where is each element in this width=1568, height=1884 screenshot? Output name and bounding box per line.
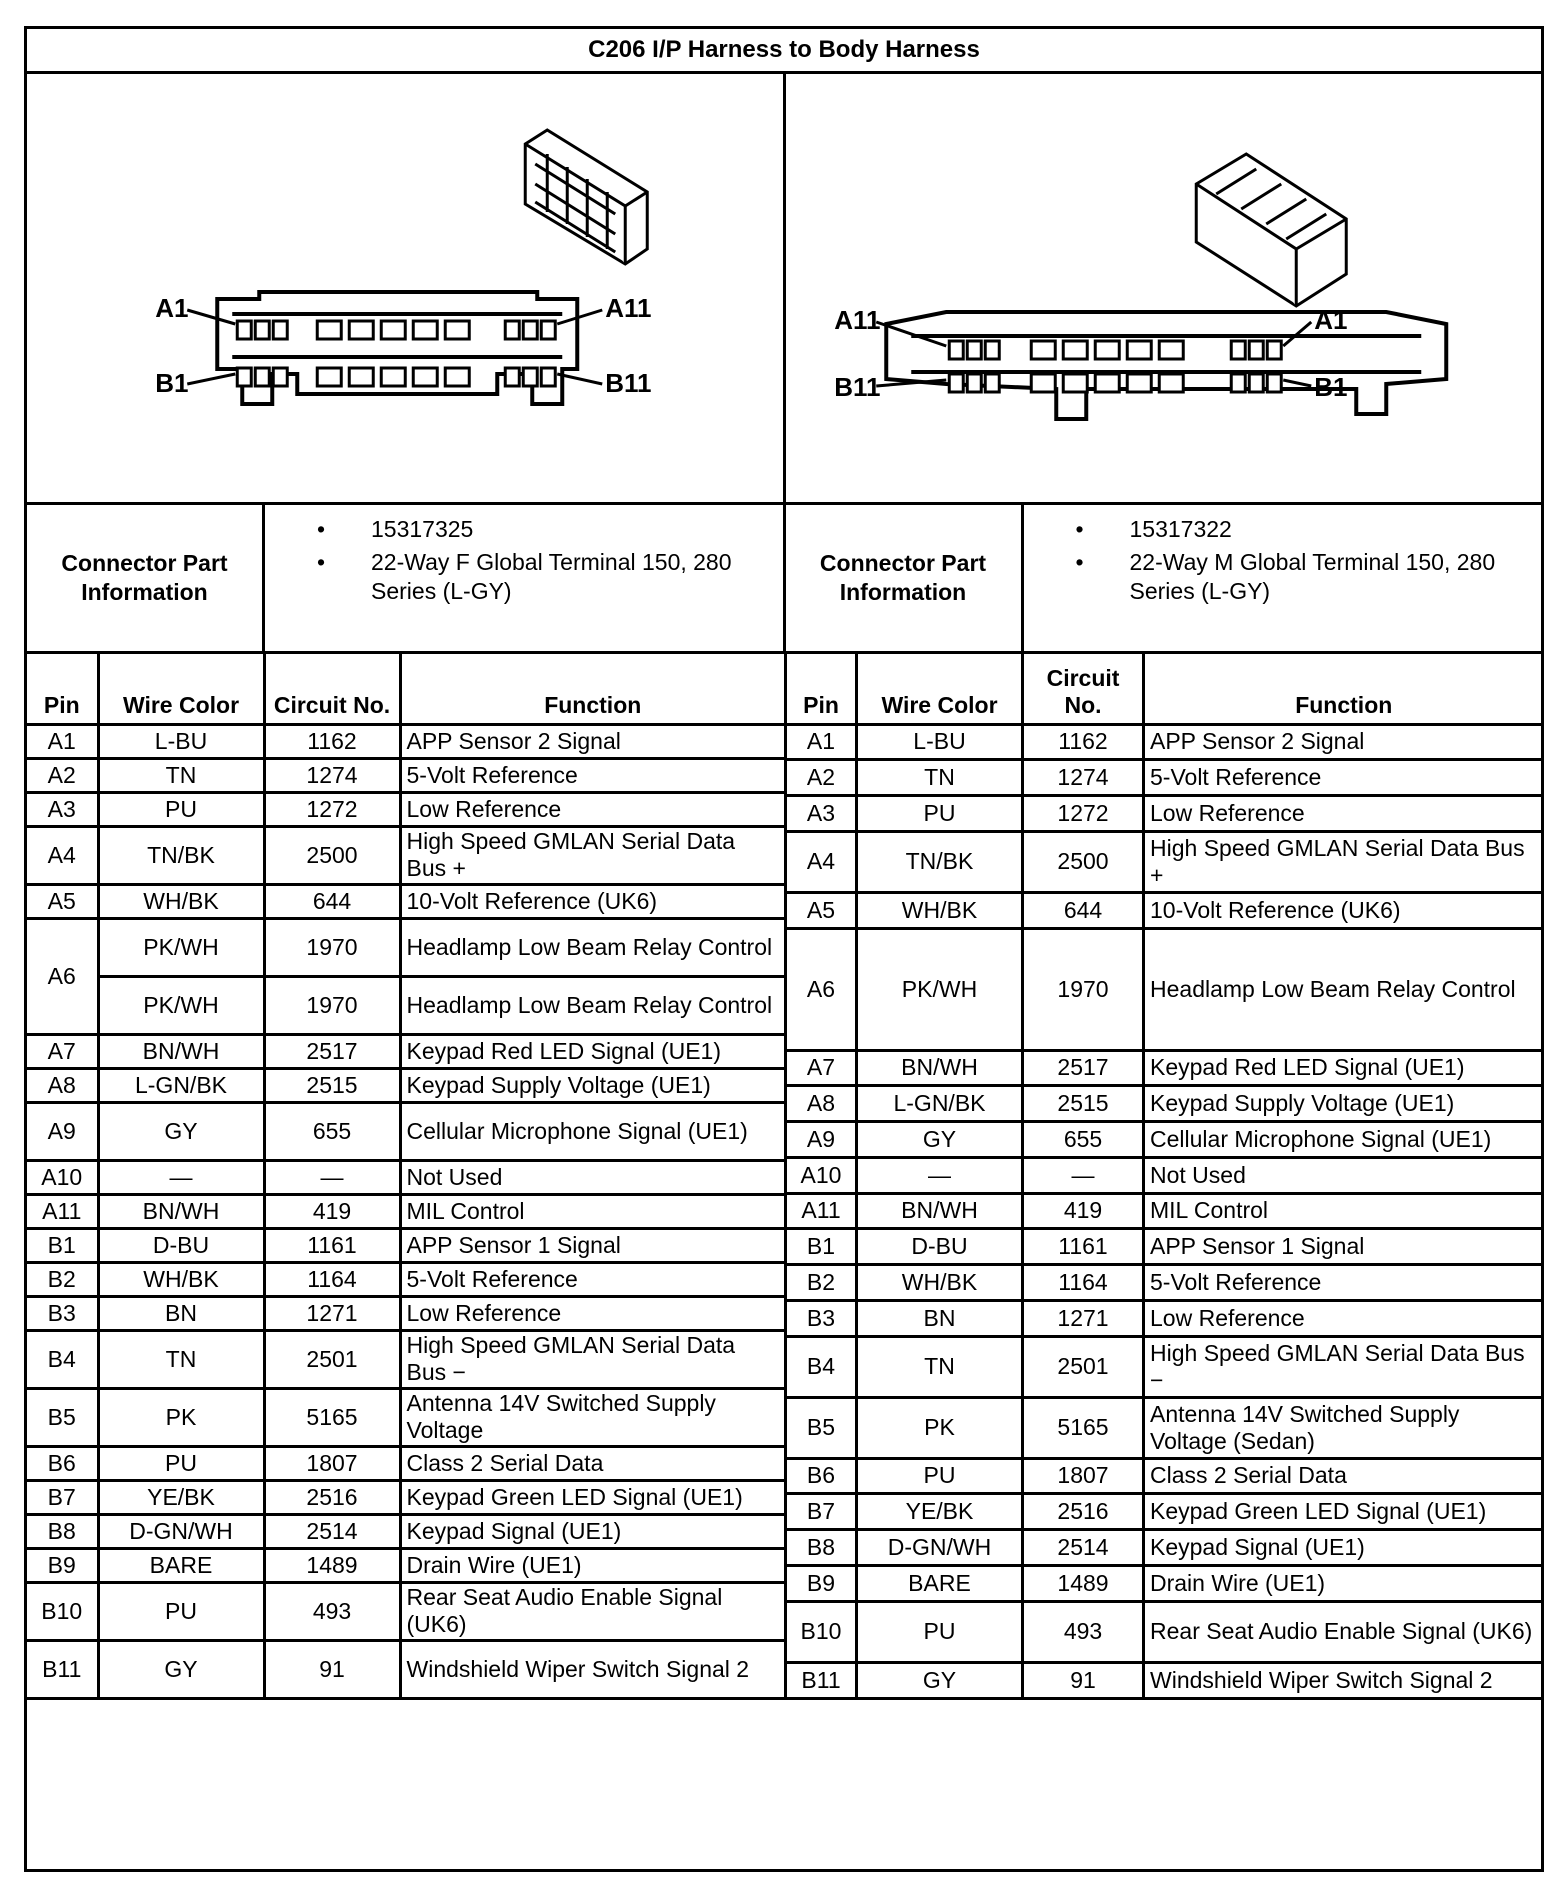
table-row: [27, 1480, 784, 1514]
male-connector-panel: [783, 74, 1542, 502]
pin-cell: B5: [786, 1397, 857, 1458]
table-row: [786, 1300, 1543, 1336]
circuit-cell: 1489: [264, 1548, 400, 1582]
circuit-cell: 1807: [264, 1446, 400, 1480]
circuit-cell: 1271: [1023, 1300, 1144, 1336]
circuit-cell: 1970: [264, 976, 400, 1034]
pin-cell: A6: [27, 918, 98, 1034]
function-cell: Keypad Red LED Signal (UE1): [400, 1034, 784, 1068]
pin-cell: B11: [786, 1662, 857, 1698]
pin-cell: B3: [786, 1300, 857, 1336]
circuit-cell: 2500: [264, 826, 400, 884]
function-cell: Cellular Microphone Signal (UE1): [400, 1102, 784, 1160]
header-wire-color: Wire Color: [857, 654, 1023, 724]
female-connector-iso-icon: [525, 130, 647, 264]
wire-color-cell: BARE: [857, 1565, 1023, 1601]
pin-cell: A10: [786, 1157, 857, 1193]
table-row: [27, 1548, 784, 1582]
table-row: [786, 796, 1543, 832]
wire-color-cell: —: [98, 1160, 264, 1194]
circuit-cell: 1271: [264, 1296, 400, 1330]
function-cell: Keypad Green LED Signal (UE1): [1144, 1494, 1543, 1530]
pin-cell: A8: [27, 1068, 98, 1102]
function-cell: APP Sensor 2 Signal: [400, 724, 784, 758]
table-row: [786, 1397, 1543, 1458]
function-cell: Keypad Supply Voltage (UE1): [1144, 1086, 1543, 1122]
wire-color-cell: BN: [857, 1300, 1023, 1336]
wire-color-cell: L-BU: [857, 724, 1023, 760]
pin-cell: A1: [27, 724, 98, 758]
circuit-cell: 1807: [1023, 1458, 1144, 1494]
circuit-cell: 2517: [264, 1034, 400, 1068]
pin-cell: A11: [27, 1194, 98, 1228]
circuit-cell: 5165: [264, 1388, 400, 1446]
table-row: [27, 1330, 784, 1388]
table-row: [786, 1494, 1543, 1530]
pin-cell: B7: [786, 1494, 857, 1530]
table-row: [786, 1458, 1543, 1494]
table-row: [786, 1336, 1543, 1397]
function-cell: Not Used: [400, 1160, 784, 1194]
wire-color-cell: WH/BK: [98, 1262, 264, 1296]
wire-color-cell: PK: [98, 1388, 264, 1446]
table-row: [27, 1640, 784, 1698]
header-circuit: Circuit No.: [264, 654, 400, 724]
wire-color-cell: WH/BK: [857, 892, 1023, 928]
table-row: [786, 1265, 1543, 1301]
connector-diagrams: [27, 74, 1541, 505]
wire-color-cell: TN: [857, 1336, 1023, 1397]
function-cell: Keypad Supply Voltage (UE1): [400, 1068, 784, 1102]
circuit-cell: 1161: [1023, 1229, 1144, 1265]
function-cell: Antenna 14V Switched Supply Voltage: [400, 1388, 784, 1446]
circuit-cell: 1489: [1023, 1565, 1144, 1601]
table-row: [27, 758, 784, 792]
table-row: [27, 1388, 784, 1446]
header-pin: Pin: [27, 654, 98, 724]
circuit-cell: 1970: [1023, 928, 1144, 1050]
circuit-cell: 1161: [264, 1228, 400, 1262]
table-row: [27, 1102, 784, 1160]
male-part-number: • 15317322: [1076, 515, 1534, 544]
circuit-cell: 493: [1023, 1601, 1144, 1662]
function-cell: Keypad Signal (UE1): [1144, 1530, 1543, 1566]
pin-cell: A5: [27, 884, 98, 918]
function-cell: Headlamp Low Beam Relay Control: [1144, 928, 1543, 1050]
circuit-cell: 91: [264, 1640, 400, 1698]
wire-color-cell: L-GN/BK: [857, 1086, 1023, 1122]
pin-cell: B11: [27, 1640, 98, 1698]
wire-color-cell: TN: [857, 760, 1023, 796]
pin-cell: B2: [786, 1265, 857, 1301]
table-row: [786, 1157, 1543, 1193]
wire-color-cell: D-BU: [857, 1229, 1023, 1265]
circuit-cell: —: [264, 1160, 400, 1194]
female-label-b11: B11: [605, 368, 652, 398]
function-cell: APP Sensor 1 Signal: [400, 1228, 784, 1262]
wire-color-cell: BN: [98, 1296, 264, 1330]
function-cell: Headlamp Low Beam Relay Control: [400, 976, 784, 1034]
circuit-cell: 1164: [1023, 1265, 1144, 1301]
function-cell: Keypad Red LED Signal (UE1): [1144, 1050, 1543, 1086]
male-connector-iso-icon: [1196, 154, 1346, 306]
wire-color-cell: BN/WH: [98, 1194, 264, 1228]
pin-cell: B6: [27, 1446, 98, 1480]
female-part-number: • 15317325: [317, 515, 775, 544]
wire-color-cell: WH/BK: [857, 1265, 1023, 1301]
circuit-cell: 1164: [264, 1262, 400, 1296]
wire-color-cell: D-BU: [98, 1228, 264, 1262]
circuit-cell: 5165: [1023, 1397, 1144, 1458]
female-part-info: [27, 505, 783, 651]
circuit-cell: 1272: [264, 792, 400, 826]
pin-cell: B9: [786, 1565, 857, 1601]
header-function: Function: [1144, 654, 1543, 724]
table-row: [27, 1160, 784, 1194]
male-part-description: • 22-Way M Global Terminal 150, 280 Series (L-GY): [1076, 548, 1534, 606]
wire-color-cell: PU: [98, 1446, 264, 1480]
female-label-a1: A1: [155, 293, 189, 323]
table-row: [786, 928, 1543, 1050]
pin-cell: B8: [786, 1530, 857, 1566]
circuit-cell: 419: [264, 1194, 400, 1228]
function-cell: Low Reference: [1144, 796, 1543, 832]
female-part-description: • 22-Way F Global Terminal 150, 280 Series (L-GY): [317, 548, 775, 606]
wire-color-cell: BARE: [98, 1548, 264, 1582]
circuit-cell: 2516: [1023, 1494, 1144, 1530]
function-cell: High Speed GMLAN Serial Data Bus −: [400, 1330, 784, 1388]
female-part-list: [317, 515, 775, 606]
male-label-b1: B1: [1313, 372, 1347, 402]
pin-cell: A1: [786, 724, 857, 760]
table-row: [27, 1194, 784, 1228]
circuit-cell: 644: [1023, 892, 1144, 928]
wire-color-cell: PK: [857, 1397, 1023, 1458]
table-row: [27, 1296, 784, 1330]
table-row: [27, 1446, 784, 1480]
table-row: [786, 760, 1543, 796]
wire-color-cell: L-BU: [98, 724, 264, 758]
function-cell: 10-Volt Reference (UK6): [400, 884, 784, 918]
pin-cell: A8: [786, 1086, 857, 1122]
pin-cell: B4: [786, 1336, 857, 1397]
function-cell: Not Used: [1144, 1157, 1543, 1193]
wire-color-cell: PK/WH: [98, 918, 264, 976]
table-row: [786, 724, 1543, 760]
function-cell: High Speed GMLAN Serial Data Bus +: [400, 826, 784, 884]
pin-cell: A10: [27, 1160, 98, 1194]
wire-color-cell: PK/WH: [98, 976, 264, 1034]
wire-color-cell: PK/WH: [857, 928, 1023, 1050]
female-connector-panel: [27, 74, 783, 502]
table-row: [27, 884, 784, 918]
pin-cell: A7: [27, 1034, 98, 1068]
circuit-cell: 1162: [1023, 724, 1144, 760]
circuit-cell: 2514: [1023, 1530, 1144, 1566]
pin-cell: B9: [27, 1548, 98, 1582]
function-cell: Low Reference: [400, 1296, 784, 1330]
wire-color-cell: GY: [98, 1102, 264, 1160]
circuit-cell: 91: [1023, 1662, 1144, 1698]
table-row: [786, 1662, 1543, 1698]
pin-cell: A11: [786, 1193, 857, 1229]
connector-sheet: [24, 26, 1544, 1872]
circuit-cell: 1272: [1023, 796, 1144, 832]
function-cell: Keypad Green LED Signal (UE1): [400, 1480, 784, 1514]
table-row: [786, 1193, 1543, 1229]
male-connector-drawing: [786, 74, 1542, 502]
table-row: [27, 724, 784, 758]
function-cell: Class 2 Serial Data: [400, 1446, 784, 1480]
wire-color-cell: WH/BK: [98, 884, 264, 918]
function-cell: MIL Control: [1144, 1193, 1543, 1229]
wire-color-cell: PU: [857, 1458, 1023, 1494]
pin-cell: A5: [786, 892, 857, 928]
function-cell: MIL Control: [400, 1194, 784, 1228]
table-row: [27, 1034, 784, 1068]
function-cell: Low Reference: [400, 792, 784, 826]
male-pinout-table: [784, 654, 1543, 1700]
female-label-a11: A11: [605, 293, 652, 323]
pin-cell: B5: [27, 1388, 98, 1446]
function-cell: 5-Volt Reference: [400, 1262, 784, 1296]
function-cell: Headlamp Low Beam Relay Control: [400, 918, 784, 976]
circuit-cell: 1970: [264, 918, 400, 976]
table-row: [786, 1229, 1543, 1265]
wire-color-cell: TN: [98, 758, 264, 792]
circuit-cell: 2515: [1023, 1086, 1144, 1122]
table-row: [786, 1050, 1543, 1086]
function-cell: Cellular Microphone Signal (UE1): [1144, 1122, 1543, 1158]
function-cell: Drain Wire (UE1): [1144, 1565, 1543, 1601]
table-row: [786, 1122, 1543, 1158]
pin-cell: A4: [786, 831, 857, 892]
pin-cell: B6: [786, 1458, 857, 1494]
table-row: [786, 1601, 1543, 1662]
female-connector-drawing: [27, 74, 783, 502]
wire-color-cell: D-GN/WH: [98, 1514, 264, 1548]
header-circuit: Circuit No.: [1023, 654, 1144, 724]
female-pinout-table: [27, 654, 784, 1700]
circuit-cell: 419: [1023, 1193, 1144, 1229]
pin-cell: B10: [27, 1582, 98, 1640]
function-cell: Rear Seat Audio Enable Signal (UK6): [1144, 1601, 1543, 1662]
wire-color-cell: GY: [857, 1122, 1023, 1158]
function-cell: High Speed GMLAN Serial Data Bus −: [1144, 1336, 1543, 1397]
function-cell: Windshield Wiper Switch Signal 2: [400, 1640, 784, 1698]
pin-cell: A9: [27, 1102, 98, 1160]
circuit-cell: 644: [264, 884, 400, 918]
pin-cell: A6: [786, 928, 857, 1050]
function-cell: APP Sensor 1 Signal: [1144, 1229, 1543, 1265]
pin-cell: B1: [27, 1228, 98, 1262]
connector-part-info: [27, 505, 1541, 654]
function-cell: 5-Volt Reference: [1144, 760, 1543, 796]
pinout-tables: [27, 654, 1541, 1700]
wire-color-cell: YE/BK: [857, 1494, 1023, 1530]
wire-color-cell: TN/BK: [98, 826, 264, 884]
wire-color-cell: D-GN/WH: [857, 1530, 1023, 1566]
table-row: [27, 1228, 784, 1262]
table-row: [27, 1582, 784, 1640]
male-part-list: [1076, 515, 1534, 606]
function-cell: Windshield Wiper Switch Signal 2: [1144, 1662, 1543, 1698]
pin-cell: A3: [27, 792, 98, 826]
header-wire-color: Wire Color: [98, 654, 264, 724]
function-cell: High Speed GMLAN Serial Data Bus +: [1144, 831, 1543, 892]
circuit-cell: 655: [264, 1102, 400, 1160]
wire-color-cell: TN/BK: [857, 831, 1023, 892]
pin-cell: A2: [786, 760, 857, 796]
circuit-cell: —: [1023, 1157, 1144, 1193]
wire-color-cell: L-GN/BK: [98, 1068, 264, 1102]
wire-color-cell: YE/BK: [98, 1480, 264, 1514]
pin-cell: B10: [786, 1601, 857, 1662]
function-cell: Rear Seat Audio Enable Signal (UK6): [400, 1582, 784, 1640]
male-label-a1: A1: [1313, 305, 1347, 335]
circuit-cell: 1274: [264, 758, 400, 792]
function-cell: Antenna 14V Switched Supply Voltage (Sedan): [1144, 1397, 1543, 1458]
male-label-a11: A11: [833, 305, 881, 335]
table-row: [27, 1514, 784, 1548]
circuit-cell: 2516: [264, 1480, 400, 1514]
circuit-cell: 655: [1023, 1122, 1144, 1158]
circuit-cell: 493: [264, 1582, 400, 1640]
table-row: [786, 892, 1543, 928]
circuit-cell: 1274: [1023, 760, 1144, 796]
table-row: [786, 1086, 1543, 1122]
pin-cell: B7: [27, 1480, 98, 1514]
function-cell: Class 2 Serial Data: [1144, 1458, 1543, 1494]
table-row: [27, 826, 784, 884]
pin-cell: B2: [27, 1262, 98, 1296]
female-info-label: Connector Part Information: [27, 505, 265, 651]
pin-cell: A3: [786, 796, 857, 832]
circuit-cell: 2517: [1023, 1050, 1144, 1086]
table-row: [786, 1565, 1543, 1601]
wire-color-cell: PU: [857, 796, 1023, 832]
pin-cell: A7: [786, 1050, 857, 1086]
wire-color-cell: BN/WH: [857, 1050, 1023, 1086]
pin-cell: A2: [27, 758, 98, 792]
table-row: [27, 918, 784, 976]
function-cell: Drain Wire (UE1): [400, 1548, 784, 1582]
pin-cell: B8: [27, 1514, 98, 1548]
table-row: [786, 831, 1543, 892]
male-label-b11: B11: [833, 372, 881, 402]
pin-cell: A4: [27, 826, 98, 884]
wire-color-cell: GY: [857, 1662, 1023, 1698]
table-row: [27, 1262, 784, 1296]
function-cell: APP Sensor 2 Signal: [1144, 724, 1543, 760]
circuit-cell: 2514: [264, 1514, 400, 1548]
header-pin: Pin: [786, 654, 857, 724]
circuit-cell: 2500: [1023, 831, 1144, 892]
female-label-b1: B1: [155, 368, 189, 398]
function-cell: 5-Volt Reference: [1144, 1265, 1543, 1301]
wire-color-cell: PU: [857, 1601, 1023, 1662]
wire-color-cell: PU: [98, 792, 264, 826]
function-cell: Low Reference: [1144, 1300, 1543, 1336]
male-info-label: Connector Part Information: [786, 505, 1024, 651]
table-row: [786, 1530, 1543, 1566]
function-cell: Keypad Signal (UE1): [400, 1514, 784, 1548]
pin-cell: B1: [786, 1229, 857, 1265]
wire-color-cell: TN: [98, 1330, 264, 1388]
header-function: Function: [400, 654, 784, 724]
wire-color-cell: BN/WH: [98, 1034, 264, 1068]
function-cell: 5-Volt Reference: [400, 758, 784, 792]
pin-cell: A9: [786, 1122, 857, 1158]
circuit-cell: 2501: [264, 1330, 400, 1388]
wire-color-cell: GY: [98, 1640, 264, 1698]
wire-color-cell: BN/WH: [857, 1193, 1023, 1229]
page-title: C206 I/P Harness to Body Harness: [27, 29, 1541, 74]
table-row: [27, 1068, 784, 1102]
wire-color-cell: —: [857, 1157, 1023, 1193]
pin-cell: B4: [27, 1330, 98, 1388]
circuit-cell: 2501: [1023, 1336, 1144, 1397]
male-part-info: [783, 505, 1542, 651]
wire-color-cell: PU: [98, 1582, 264, 1640]
table-row: [27, 792, 784, 826]
pin-cell: B3: [27, 1296, 98, 1330]
circuit-cell: 2515: [264, 1068, 400, 1102]
circuit-cell: 1162: [264, 724, 400, 758]
function-cell: 10-Volt Reference (UK6): [1144, 892, 1543, 928]
table-row: [27, 976, 784, 1034]
